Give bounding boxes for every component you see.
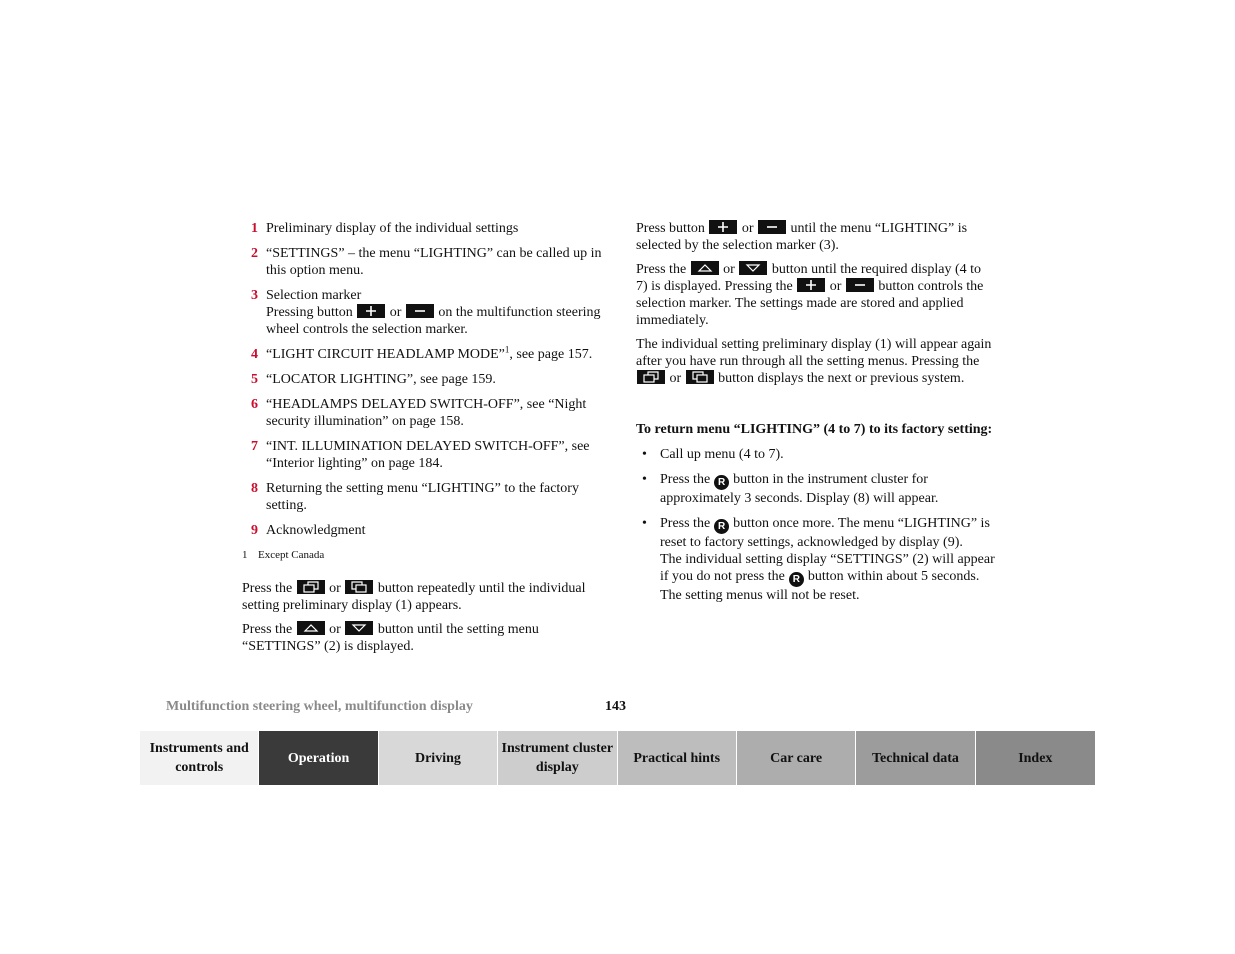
- legend-number: 3: [251, 288, 258, 303]
- legend-text: Acknowledgment: [266, 523, 366, 538]
- legend-text: Selection marker: [266, 288, 362, 303]
- running-footer-title: Multifunction steering wheel, multifunction display: [166, 699, 473, 714]
- tab-driving[interactable]: Driving: [379, 731, 498, 785]
- para-text: button controls the selection marker. The settings made are stored and applied immediately.: [636, 279, 984, 328]
- or-text: or: [329, 622, 341, 637]
- instruction-paragraph: [636, 336, 996, 387]
- minus-button-icon: [846, 278, 874, 292]
- legend-number: 7: [251, 439, 258, 454]
- legend-number: 2: [251, 246, 258, 261]
- bullet-text: button in the instrument cluster for approximately 3 seconds. Display (8) will appear.: [660, 472, 939, 506]
- legend-text: , see page 157.: [509, 347, 593, 362]
- tab-operation[interactable]: Operation: [259, 731, 378, 785]
- reset-button-icon: R: [714, 475, 729, 490]
- legend-item-3: [242, 287, 602, 338]
- or-text: or: [723, 262, 735, 277]
- footnote-ref: 1: [504, 344, 510, 355]
- minus-button-icon: [758, 220, 786, 234]
- bullet-text: Press the: [660, 516, 711, 531]
- legend-text: “INT. ILLUMINATION DELAYED SWITCH-OFF”, see “Interior lighting” on page 184.: [266, 439, 590, 471]
- bullet-dot: •: [642, 472, 647, 487]
- instruction-paragraph: [242, 580, 602, 614]
- instruction-paragraph: [636, 261, 996, 329]
- tab-instrument-cluster-display[interactable]: Instrument cluster display: [498, 731, 617, 785]
- bullet-text: Call up menu (4 to 7).: [660, 447, 784, 462]
- up-button-icon: [691, 261, 719, 275]
- para-text: button until the required display (4 to 7) is displayed. Pressing the: [636, 262, 982, 294]
- or-text: or: [669, 371, 682, 386]
- para-text: until the menu “LIGHTING” is selected by the selection marker (3).: [636, 221, 968, 253]
- plus-button-icon: [797, 278, 825, 292]
- legend-item-4: [242, 346, 602, 363]
- or-text: or: [329, 581, 341, 596]
- display-back-button-icon: [637, 370, 665, 384]
- legend-number: 4: [251, 347, 258, 362]
- tab-index[interactable]: Index: [976, 731, 1095, 785]
- plus-button-icon: [357, 304, 385, 318]
- display-forward-button-icon: [686, 370, 714, 384]
- legend-text: on the multifunction steering wheel controls the selection marker.: [266, 305, 601, 337]
- minus-button-icon: [406, 304, 434, 318]
- para-text: button repeatedly until the individual setting preliminary display (1) appears.: [242, 581, 586, 613]
- page-number: 143: [605, 699, 626, 714]
- right-column: [636, 220, 996, 612]
- legend-item-8: [242, 480, 602, 514]
- instruction-paragraph: [636, 220, 996, 254]
- legend-item-6: [242, 396, 602, 430]
- legend-text: “LOCATOR LIGHTING”, see page 159.: [266, 372, 496, 387]
- bullet-text: button once more. The menu “LIGHTING” is reset to factory settings, acknowledged by display (9).: [660, 516, 990, 550]
- para-text: Press the: [636, 262, 687, 277]
- section-heading: To return menu “LIGHTING” (4 to 7) to its factory setting:: [636, 422, 993, 437]
- legend-number: 5: [251, 372, 258, 387]
- legend-text: “HEADLAMPS DELAYED SWITCH-OFF”, see “Night security illumination” on page 158.: [266, 397, 587, 429]
- or-text: or: [741, 221, 754, 236]
- bullet-text: button within about 5 seconds. The setting menus will not be reset.: [660, 569, 980, 603]
- para-text: Press the: [242, 581, 293, 596]
- tab-practical-hints[interactable]: Practical hints: [618, 731, 737, 785]
- bullet-dot: •: [642, 447, 647, 462]
- legend-item-2: [242, 245, 602, 279]
- bullet-item: [636, 446, 996, 463]
- bullet-text: The individual setting display “SETTINGS” (2) will appear if you do not press the: [660, 552, 995, 584]
- bullet-text: Press the: [660, 472, 711, 487]
- down-button-icon: [739, 261, 767, 275]
- instruction-paragraph: [242, 621, 602, 655]
- footnote-number: 1: [242, 549, 248, 561]
- legend-item-7: [242, 438, 602, 472]
- or-text: or: [829, 279, 842, 294]
- bullet-dot: •: [642, 516, 647, 531]
- up-button-icon: [297, 621, 325, 635]
- para-text: The individual setting preliminary display (1) will appear again after you have run through all the setting menus. Pressing the: [636, 337, 992, 369]
- tab-instruments-and-controls[interactable]: Instruments and controls: [140, 731, 259, 785]
- chapter-nav-bar: [140, 731, 1095, 785]
- display-forward-button-icon: [345, 580, 373, 594]
- legend-number: 9: [251, 523, 258, 538]
- reset-button-icon: R: [714, 519, 729, 534]
- para-text: Press the: [242, 622, 293, 637]
- legend-text: Pressing button: [266, 305, 353, 320]
- display-back-button-icon: [297, 580, 325, 594]
- or-text: or: [389, 305, 402, 320]
- legend-text: “LIGHT CIRCUIT HEADLAMP MODE”: [266, 347, 505, 362]
- legend-number: 8: [251, 481, 258, 496]
- footnote: [242, 547, 602, 564]
- footnote-text: Except Canada: [258, 549, 325, 561]
- para-text: button until the setting menu “SETTINGS” (2) is displayed.: [242, 622, 539, 654]
- legend-text: Preliminary display of the individual settings: [266, 221, 519, 236]
- left-column: [242, 220, 602, 662]
- legend-text: “SETTINGS” – the menu “LIGHTING” can be called up in this option menu.: [266, 246, 602, 278]
- tab-car-care[interactable]: Car care: [737, 731, 856, 785]
- legend-item-9: [242, 522, 602, 539]
- legend-number: 1: [251, 221, 258, 236]
- legend-number: 6: [251, 397, 258, 412]
- legend-item-5: [242, 371, 602, 388]
- bullet-item: [636, 471, 996, 507]
- para-text: button displays the next or previous system.: [718, 371, 965, 386]
- tab-technical-data[interactable]: Technical data: [856, 731, 975, 785]
- legend-item-1: [242, 220, 602, 237]
- plus-button-icon: [709, 220, 737, 234]
- reset-button-icon: R: [789, 572, 804, 587]
- para-text: Press button: [636, 221, 705, 236]
- down-button-icon: [345, 621, 373, 635]
- legend-text: Returning the setting menu “LIGHTING” to the factory setting.: [266, 481, 579, 513]
- bullet-item: [636, 515, 996, 604]
